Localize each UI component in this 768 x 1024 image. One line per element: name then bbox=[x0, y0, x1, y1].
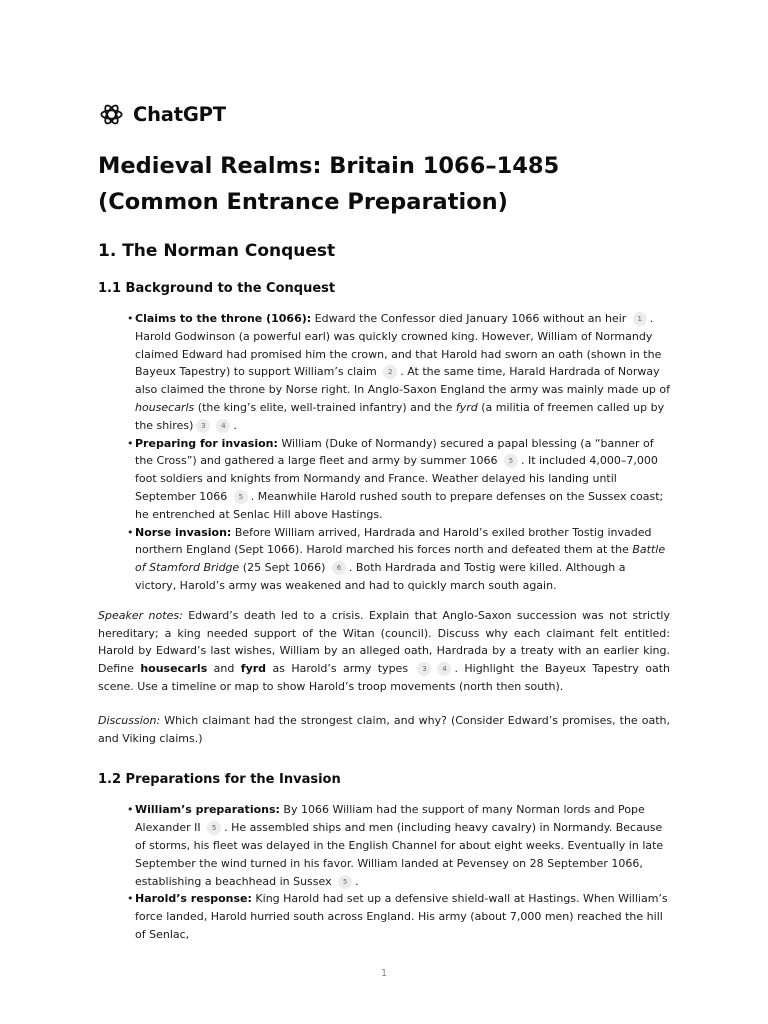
background-bullet-list bbox=[98, 310, 670, 595]
subsection-heading-preparations: 1.2 Preparations for the Invasion bbox=[98, 772, 341, 788]
subsection-heading-background: 1.1 Background to the Conquest bbox=[98, 281, 336, 296]
bullet-text: Before William arrived, Hardrada and Harold’s exiled brother Tostig invaded northern England (Sept 1066). Harold marched his forces north and defeated them at the bbox=[135, 525, 652, 557]
bullet-label: Norse invasion: bbox=[135, 525, 232, 539]
citation-badge[interactable]: 4 bbox=[216, 419, 230, 433]
term-housecarls: housecarls bbox=[135, 400, 195, 414]
bullet-text: William (Duke of Normandy) secured a papal blessing (a “banner of the Cross”) and gathered a large fleet and army by summer 1066 bbox=[135, 436, 654, 468]
citation-badge[interactable]: 4 bbox=[437, 662, 451, 676]
term-fyrd: fyrd bbox=[240, 662, 267, 676]
list-item-norse-invasion bbox=[135, 524, 670, 595]
citation-badge[interactable]: 3 bbox=[417, 662, 431, 676]
term-fyrd: fyrd bbox=[455, 400, 478, 414]
bullet-text: By 1066 William had the support of many Norman lords and Pope Alexander II bbox=[135, 803, 645, 835]
bullet-text: Edward the Confessor died January 1066 without an heir bbox=[311, 312, 630, 325]
brand-header bbox=[98, 96, 670, 132]
list-item-preparing bbox=[135, 435, 670, 524]
notes-text: . Highlight the Bayeux Tapestry oath scene. Use a timeline or map to show Harold’s troop movements (north then south). bbox=[98, 662, 671, 693]
discussion-prompt bbox=[98, 712, 670, 748]
term-housecarls: housecarls bbox=[140, 662, 208, 676]
bullet-text: (the king’s elite, well-trained infantry) and the bbox=[194, 400, 456, 414]
bullet-text: . He assembled ships and men (including heavy cavalry) in Normandy. Because of storms, his fleet was delayed in the English Channel for about eight weeks. Eventually in late September the wind turned in his favor. William landed at Pevensey on 28 September 1066, establishing a beachhead in Sussex bbox=[135, 821, 664, 888]
notes-label: Speaker notes: bbox=[98, 608, 183, 622]
bullet-label: William’s preparations: bbox=[135, 803, 280, 817]
document-page bbox=[98, 96, 670, 944]
document-title: Medieval Realms: Britain 1066–1485 (Common Entrance Preparation) bbox=[98, 153, 560, 215]
citation-badge[interactable]: 6 bbox=[332, 561, 346, 575]
speaker-notes bbox=[98, 607, 670, 696]
bullet-text: . It included 4,000–7,000 foot soldiers and knights from Normandy and France. Weather delayed his landing until September 1066 bbox=[135, 454, 658, 503]
section-heading-norman-conquest: 1. The Norman Conquest bbox=[98, 241, 336, 261]
citation-badge[interactable]: 5 bbox=[338, 875, 352, 889]
bullet-text: . Meanwhile Harold rushed south to prepare defenses on the Sussex coast; he entrenched at Senlac Hill above Hastings. bbox=[135, 489, 664, 521]
page-number: 1 bbox=[380, 968, 388, 979]
citation-badge[interactable]: 5 bbox=[234, 490, 248, 504]
discussion-text: Which claimant had the strongest claim, and why? (Consider Edward’s promises, the oath, and Viking claims.) bbox=[98, 713, 670, 745]
list-item-claims bbox=[135, 310, 670, 435]
list-item-harold-response bbox=[135, 890, 670, 943]
term-stamford-bridge: Battle of Stamford Bridge bbox=[135, 543, 666, 575]
bullet-label: Harold’s response: bbox=[135, 892, 252, 906]
bullet-label: Claims to the throne (1066): bbox=[135, 312, 312, 325]
notes-text: as Harold’s army types bbox=[266, 662, 415, 676]
citation-badge[interactable]: 2 bbox=[383, 365, 397, 379]
bullet-text: (a militia of freemen called up by the shires) bbox=[135, 400, 665, 432]
bullet-text: . bbox=[355, 874, 359, 888]
brand-name: ChatGPT bbox=[133, 102, 226, 126]
notes-text: and bbox=[207, 662, 241, 676]
notes-text: Edward’s death led to a crisis. Explain that Anglo-Saxon succession was not strictly hereditary; a king needed support of the Witan (council). Discuss why each claimant felt entitled: Harold by Edward’s last wishes, William by an alleged oath, Hardrada by a treaty with an earlier king. Define bbox=[98, 608, 670, 676]
bullet-label: Preparing for invasion: bbox=[135, 436, 278, 450]
bullet-text: King Harold had set up a defensive shield-wall at Hastings. When William’s force landed, Harold hurried south across England. His army (about 7,000 men) reached the hill of Senlac, bbox=[135, 892, 668, 941]
citation-badge[interactable]: 5 bbox=[207, 821, 221, 835]
bullet-text: . At the same time, Harald Hardrada of Norway also claimed the throne by Norse right. In Anglo-Saxon England the army was mainly made up of bbox=[135, 365, 671, 397]
list-item-william-preparations bbox=[135, 801, 670, 890]
bullet-text: . bbox=[233, 418, 237, 432]
bullet-text: (25 Sept 1066) bbox=[239, 561, 329, 575]
bullet-text: . Both Hardrada and Tostig were killed. Although a victory, Harold’s army was weakened and had to quickly march south again. bbox=[135, 561, 626, 592]
bullet-text: . Harold Godwinson (a powerful earl) was quickly crowned king. However, William of Normandy claimed Edward had promised him the crown, and that Harold had sworn an oath (shown in the Bayeux Tapestry) to support William’s claim bbox=[135, 312, 662, 379]
discussion-label: Discussion: bbox=[98, 713, 161, 727]
preparations-bullet-list bbox=[98, 801, 670, 943]
citation-badge[interactable]: 1 bbox=[633, 312, 647, 326]
citation-badge[interactable]: 3 bbox=[196, 419, 210, 433]
openai-knot-icon bbox=[98, 101, 125, 128]
citation-badge[interactable]: 5 bbox=[504, 454, 518, 468]
